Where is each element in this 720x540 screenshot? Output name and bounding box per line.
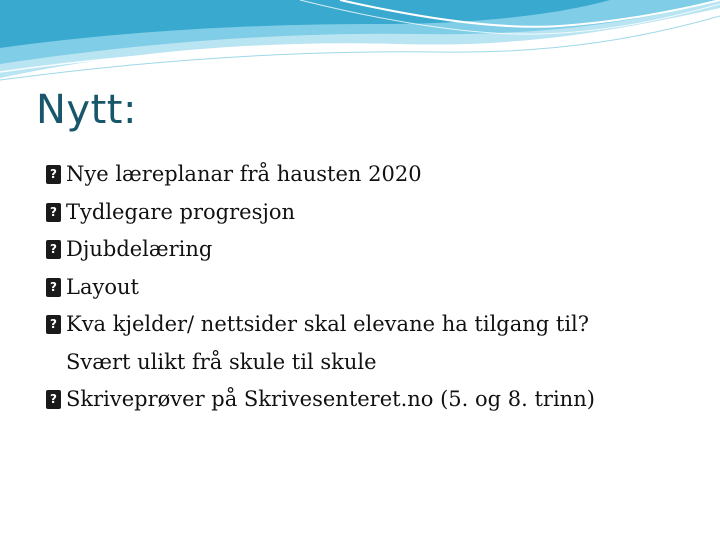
bullet-glyph-icon xyxy=(46,278,61,297)
list-item xyxy=(46,306,706,344)
list-item-text: Kva kjelder/ nettsider skal elevane ha tilgang til? xyxy=(66,312,590,336)
slide-title: Nytt: xyxy=(36,87,137,133)
list-item-text: Layout xyxy=(66,274,139,299)
list-item-text: Skriveprøver på Skrivesenteret.no (5. og 8. trinn) xyxy=(66,387,595,411)
list-item-text: Svært ulikt frå skule til skule xyxy=(66,349,377,374)
list-item xyxy=(46,156,706,194)
bullet-list xyxy=(46,156,706,419)
list-item xyxy=(46,194,706,232)
list-item xyxy=(46,381,706,419)
list-item xyxy=(46,269,706,307)
bullet-glyph-icon xyxy=(46,165,61,184)
list-item-text: Djubdelæring xyxy=(66,237,213,261)
list-item-continuation xyxy=(46,344,706,382)
header-wave-decoration xyxy=(0,0,720,90)
list-item xyxy=(46,231,706,269)
bullet-glyph-icon xyxy=(46,315,61,334)
bullet-glyph-icon xyxy=(46,240,61,259)
list-item-text: Nye læreplanar frå hausten 2020 xyxy=(66,162,422,186)
bullet-glyph-icon xyxy=(46,390,61,409)
list-item-text: Tydlegare progresjon xyxy=(66,199,296,224)
bullet-glyph-icon xyxy=(46,203,61,222)
